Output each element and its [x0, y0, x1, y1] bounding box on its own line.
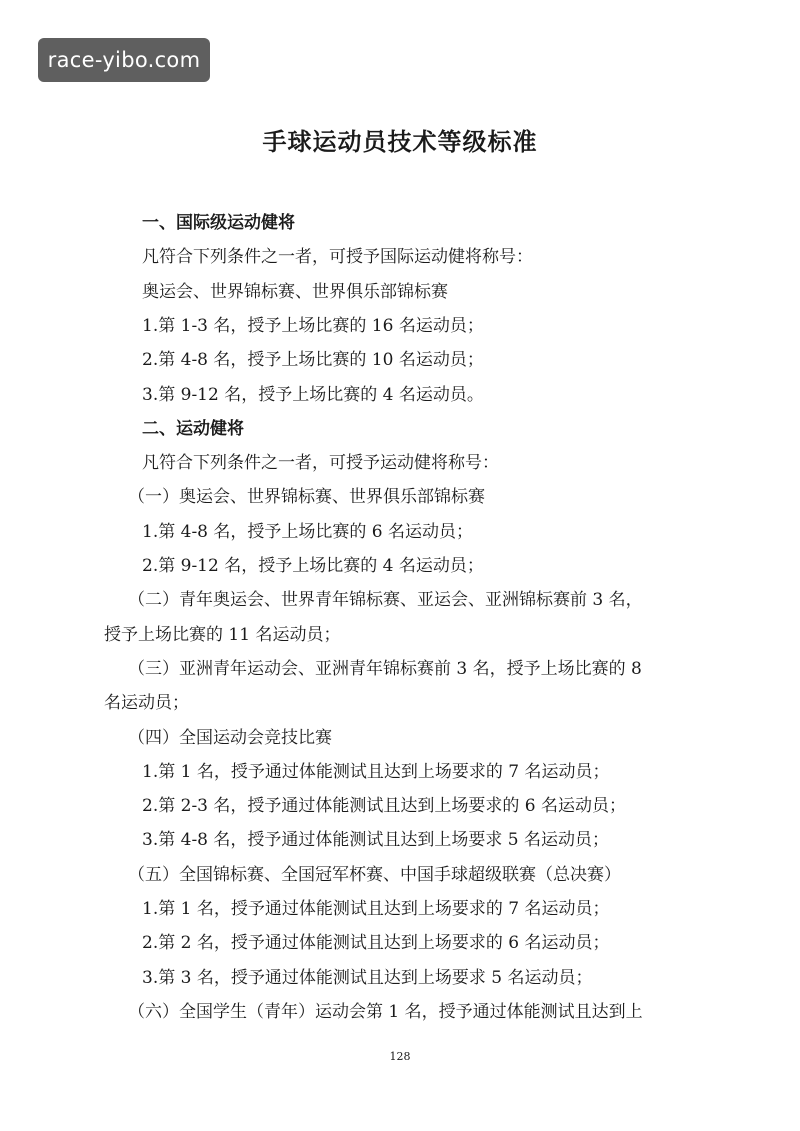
- text-line: 授予上场比赛的 11 名运动员；: [104, 625, 341, 645]
- text-line: 2.第 9-12 名，授予上场比赛的 4 名运动员；: [142, 556, 484, 576]
- text-line: 1.第 4-8 名，授予上场比赛的 6 名运动员；: [142, 522, 474, 542]
- section-heading: 一、国际级运动健将: [142, 213, 295, 233]
- page-title: 手球运动员技术等级标准: [262, 128, 538, 156]
- text-line: （三）亚洲青年运动会、亚洲青年锦标赛前 3 名，授予上场比赛的 8: [128, 659, 642, 679]
- text-line: 凡符合下列条件之一者，可授予运动健将称号：: [142, 453, 499, 473]
- text-line: （四）全国运动会竞技比赛: [128, 728, 332, 748]
- text-line: 3.第 4-8 名，授予通过体能测试且达到上场要求 5 名运动员；: [142, 830, 610, 850]
- text-line: 奥运会、世界锦标赛、世界俱乐部锦标赛: [142, 282, 448, 302]
- section-heading: 二、运动健将: [142, 419, 244, 439]
- text-line: 名运动员；: [104, 693, 189, 713]
- text-line: 3.第 3 名，授予通过体能测试且达到上场要求 5 名运动员；: [142, 968, 593, 988]
- text-line: （二）青年奥运会、世界青年锦标赛、亚运会、亚洲锦标赛前 3 名，: [128, 590, 643, 610]
- text-line: 1.第 1-3 名，授予上场比赛的 16 名运动员；: [142, 316, 484, 336]
- text-line: 2.第 2-3 名，授予通过体能测试且达到上场要求的 6 名运动员；: [142, 796, 627, 816]
- text-line: 2.第 2 名，授予通过体能测试且达到上场要求的 6 名运动员；: [142, 933, 610, 953]
- text-line: 1.第 1 名，授予通过体能测试且达到上场要求的 7 名运动员；: [142, 899, 610, 919]
- text-line: （一）奥运会、世界锦标赛、世界俱乐部锦标赛: [128, 487, 485, 507]
- watermark: race-yibo.com: [38, 38, 210, 82]
- page-number: 128: [389, 1050, 411, 1063]
- text-line: 3.第 9-12 名，授予上场比赛的 4 名运动员。: [142, 385, 484, 405]
- text-line: 2.第 4-8 名，授予上场比赛的 10 名运动员；: [142, 350, 484, 370]
- text-line: 凡符合下列条件之一者，可授予国际运动健将称号：: [142, 247, 533, 267]
- text-line: 1.第 1 名，授予通过体能测试且达到上场要求的 7 名运动员；: [142, 762, 610, 782]
- text-line: （五）全国锦标赛、全国冠军杯赛、中国手球超级联赛（总决赛）: [128, 865, 621, 885]
- text-line: （六）全国学生（青年）运动会第 1 名，授予通过体能测试且达到上: [128, 1002, 643, 1022]
